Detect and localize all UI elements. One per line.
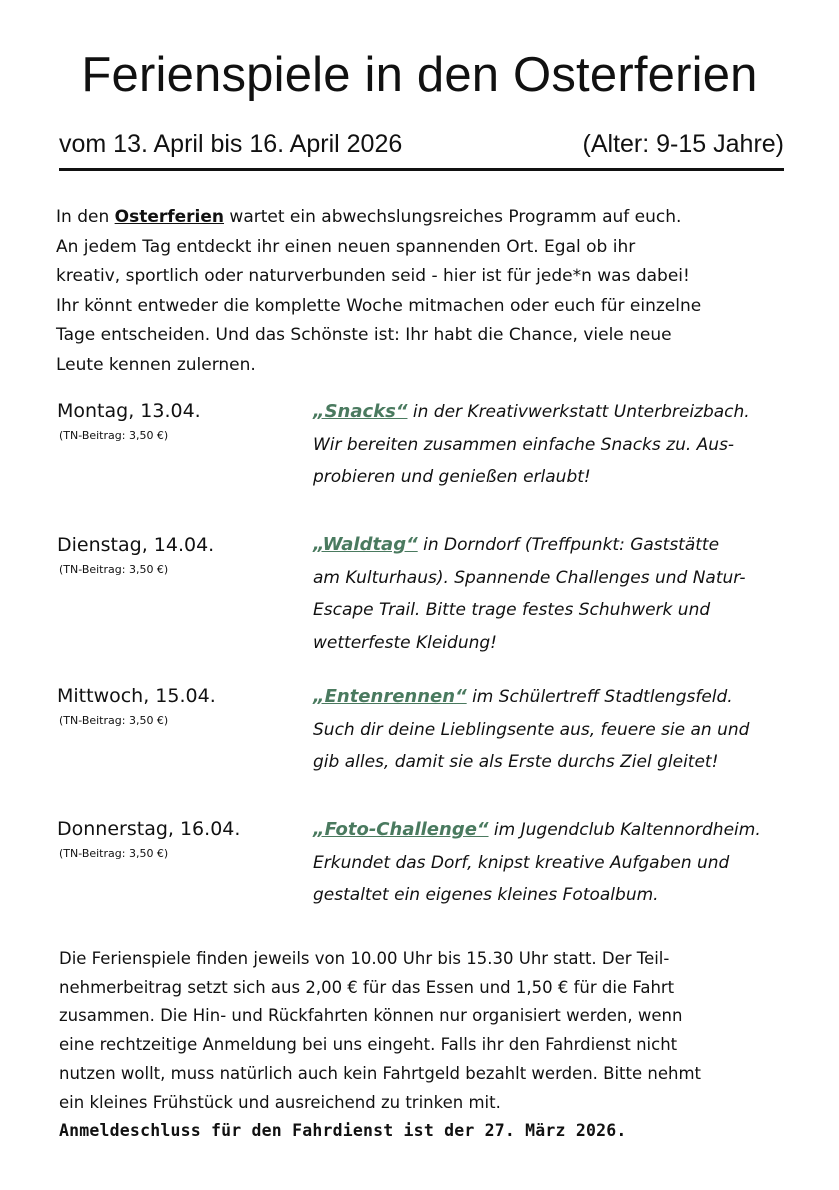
activity-line (313, 814, 813, 847)
activity-line: gib alles, damit sie als Erste durchs Ziel gleitet! (313, 752, 719, 772)
activity-text: in Dorndorf (Treffpunkt: Gaststätte (417, 535, 720, 555)
day-name: Montag, 13.04. (57, 400, 201, 422)
activity-line: Wir bereiten zusammen einfache Snacks zu. Aus- (313, 434, 735, 455)
fee-label: (TN-Beitrag: 3,50 €) (59, 563, 169, 576)
activity-monday (313, 396, 813, 494)
footer-paragraph (59, 945, 819, 1146)
footer-line: Die Ferienspiele finden jeweils von 10.00 Uhr bis 15.30 Uhr statt. Der Teil- (59, 949, 670, 968)
day-name: Mittwoch, 15.04. (57, 685, 216, 707)
age-range: (Alter: 9-15 Jahre) (582, 130, 784, 158)
day-monday (57, 398, 307, 444)
intro-keyword: Osterferien (114, 207, 225, 227)
activity-text: im Schülertreff Stadtlengsfeld. (466, 687, 733, 707)
header-divider (59, 168, 784, 171)
activity-line (313, 396, 813, 429)
activity-wednesday (313, 681, 813, 779)
intro-text: In den (56, 207, 115, 227)
intro-line (56, 203, 796, 233)
day-name: Dienstag, 14.04. (57, 534, 215, 556)
activity-line: probieren und genießen erlaubt! (313, 467, 591, 487)
activity-text: im Jugendclub Kaltennordheim. (488, 820, 761, 840)
activity-title: „Waldtag“ (313, 534, 418, 555)
activity-title: „Snacks“ (313, 401, 408, 422)
day-thursday (57, 816, 307, 862)
activity-tuesday (313, 529, 813, 659)
intro-line: An jedem Tag entdeckt ihr einen neuen spannenden Ort. Egal ob ihr (56, 236, 636, 257)
footer-line: ein kleines Frühstück und ausreichend zu trinken mit. (59, 1092, 501, 1112)
date-range: vom 13. April bis 16. April 2026 (59, 130, 403, 158)
footer-line: zusammen. Die Hin- und Rückfahrten können nur organisiert werden, wenn (59, 1006, 683, 1026)
activity-line: Such dir deine Lieblingsente aus, feuere sie an und (313, 719, 750, 740)
intro-line: Ihr könnt entweder die komplette Woche mitmachen oder euch für einzelne (56, 295, 702, 316)
intro-paragraph (56, 203, 796, 380)
intro-line: Leute kennen zulernen. (56, 354, 256, 375)
fee-label: (TN-Beitrag: 3,50 €) (59, 714, 169, 727)
day-name: Donnerstag, 16.04. (57, 818, 241, 840)
activity-line: Escape Trail. Bitte trage festes Schuhwerk und (313, 600, 711, 620)
activity-thursday (313, 814, 813, 912)
fee-label: (TN-Beitrag: 3,50 €) (59, 429, 169, 442)
activity-line: am Kulturhaus). Spannende Challenges und Natur- (313, 567, 746, 588)
page-title: Ferienspiele in den Osterferien (81, 48, 758, 102)
day-wednesday (57, 683, 307, 729)
activity-line: wetterfeste Kleidung! (313, 632, 497, 653)
activity-title: „Entenrennen“ (313, 686, 467, 707)
fee-label: (TN-Beitrag: 3,50 €) (59, 847, 169, 860)
registration-deadline: Anmeldeschluss für den Fahrdienst ist der 27. März 2026. (59, 1121, 627, 1141)
subtitle-row (59, 126, 784, 166)
intro-line: kreativ, sportlich oder naturverbunden seid - hier ist für jede*n was dabei! (56, 266, 690, 286)
intro-line: Tage entscheiden. Und das Schönste ist: Ihr habt die Chance, viele neue (56, 325, 672, 345)
activity-line: Erkundet das Dorf, knipst kreative Aufgaben und (313, 852, 730, 873)
activity-line (313, 681, 813, 714)
footer-line: nutzen wollt, muss natürlich auch kein Fahrtgeld bezahlt werden. Bitte nehmt (59, 1063, 701, 1083)
footer-line: eine rechtzeitige Anmeldung bei uns eingeht. Falls ihr den Fahrdienst nicht (59, 1035, 678, 1055)
activity-title: „Foto-Challenge“ (313, 819, 489, 840)
activity-line: gestaltet ein eigenes kleines Fotoalbum. (313, 885, 659, 905)
footer-line: nehmerbeitrag setzt sich aus 2,00 € für das Essen und 1,50 € für die Fahrt (59, 977, 675, 997)
day-tuesday (57, 532, 307, 578)
activity-line (313, 529, 813, 562)
intro-text: wartet ein abwechslungsreiches Programm auf euch. (224, 207, 682, 227)
activity-text: in der Kreativwerkstatt Unterbreizbach. (407, 402, 750, 422)
